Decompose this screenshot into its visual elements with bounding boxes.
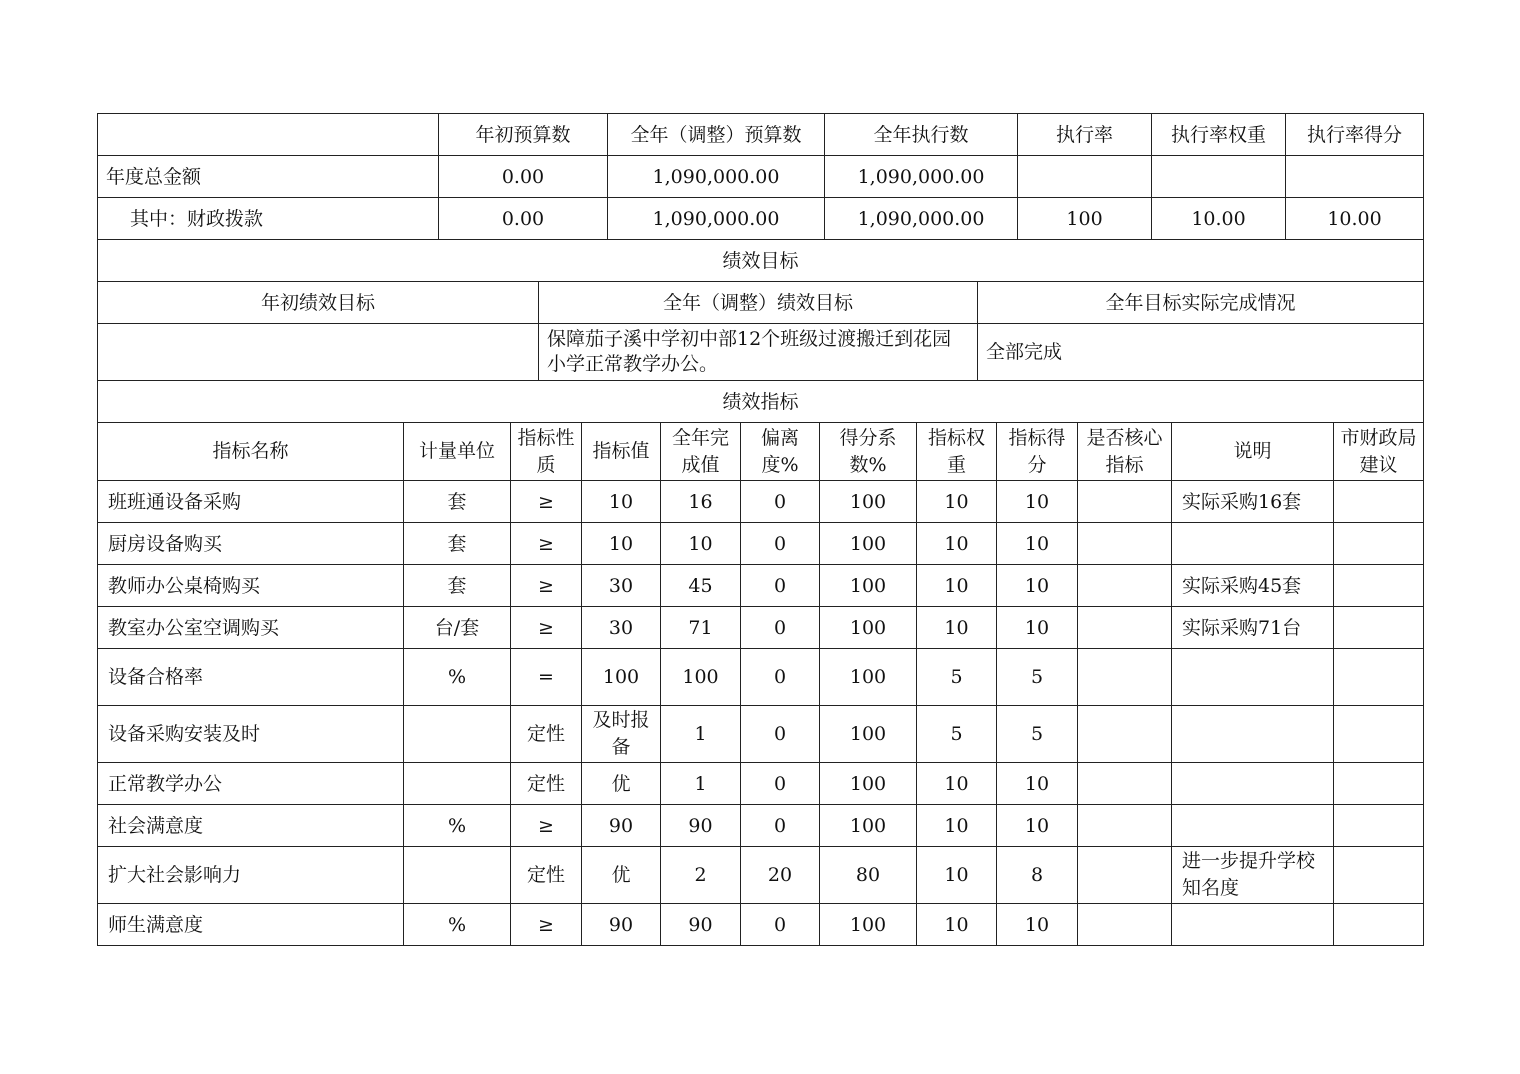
indicator-cell: 实际采购45套 [1172,565,1334,607]
indicator-cell: 10 [917,763,997,805]
indicator-cell [1172,805,1334,847]
indicator-cell: 0 [741,565,820,607]
indicator-header: 说明 [1172,423,1334,481]
indicator-cell [1334,763,1424,805]
indicator-cell: 90 [582,904,661,946]
indicator-row [98,565,1424,607]
indicator-cell: 10 [997,607,1078,649]
indicator-cell [1334,649,1424,706]
indicator-cell: 1 [661,706,741,763]
budget-header: 年初预算数 [439,114,608,156]
indicator-cell: 10 [997,805,1078,847]
indicator-cell: 45 [661,565,741,607]
indicator-cell: 定性 [511,706,582,763]
budget-goals-table [97,113,1424,381]
indicator-cell [1078,649,1172,706]
indicator-cell: 10 [917,565,997,607]
indicator-cell: 10 [997,523,1078,565]
indicator-cell [1078,607,1172,649]
indicator-cell [1172,649,1334,706]
indicator-cell [1078,805,1172,847]
indicator-cell: 0 [741,763,820,805]
indicator-name: 设备合格率 [98,649,404,706]
indicator-cell: 1 [661,763,741,805]
indicator-cell: % [404,904,511,946]
indicator-cell: 10 [917,523,997,565]
budget-cell: 1,090,000.00 [608,198,825,240]
indicator-cell [404,847,511,904]
goals-header: 全年（调整）绩效目标 [539,282,978,324]
budget-cell: 1,090,000.00 [825,156,1018,198]
indicator-cell: 台/套 [404,607,511,649]
indicator-cell: 100 [820,649,917,706]
indicators-section-row [98,381,1424,423]
indicator-cell: 10 [997,565,1078,607]
goals-row [98,324,1424,381]
indicator-cell: 定性 [511,763,582,805]
indicator-cell [1334,805,1424,847]
indicator-cell: 套 [404,565,511,607]
indicator-cell: 2 [661,847,741,904]
indicator-name: 师生满意度 [98,904,404,946]
indicator-cell: ≥ [511,805,582,847]
indicator-cell: 定性 [511,847,582,904]
indicator-row [98,481,1424,523]
indicator-cell: 80 [820,847,917,904]
budget-cell: 0.00 [439,156,608,198]
indicator-cell: 实际采购16套 [1172,481,1334,523]
indicator-cell: 5 [917,706,997,763]
indicator-cell [1078,523,1172,565]
indicator-header: 指标得分 [997,423,1078,481]
indicator-header: 全年完成值 [661,423,741,481]
indicator-cell: 10 [917,847,997,904]
budget-cell: 年度总金额 [98,156,439,198]
indicator-cell [1078,481,1172,523]
indicator-cell: 5 [997,649,1078,706]
budget-header: 执行率得分 [1286,114,1424,156]
indicator-header: 指标性质 [511,423,582,481]
budget-cell: 1,090,000.00 [825,198,1018,240]
indicator-row [98,805,1424,847]
indicator-cell: 30 [582,565,661,607]
budget-cell: 0.00 [439,198,608,240]
indicator-cell: 0 [741,706,820,763]
indicator-cell: 90 [661,904,741,946]
indicator-cell: 10 [917,481,997,523]
indicator-header: 指标权重 [917,423,997,481]
budget-row [98,156,1424,198]
indicator-cell: 10 [997,904,1078,946]
indicator-name: 正常教学办公 [98,763,404,805]
indicator-header: 计量单位 [404,423,511,481]
budget-header-row [98,114,1424,156]
indicator-cell: 0 [741,649,820,706]
indicator-header: 偏离度% [741,423,820,481]
indicator-cell: 10 [582,481,661,523]
indicator-cell: 优 [582,847,661,904]
indicator-cell: 16 [661,481,741,523]
indicator-cell: 100 [820,706,917,763]
indicator-cell [1078,706,1172,763]
indicator-cell: 100 [820,607,917,649]
budget-header: 全年执行数 [825,114,1018,156]
indicator-cell: 优 [582,763,661,805]
indicators-table [97,380,1424,946]
indicator-cell: 100 [820,763,917,805]
budget-cell [1152,156,1286,198]
indicator-cell: 0 [741,607,820,649]
indicator-cell: 套 [404,481,511,523]
indicator-header: 市财政局建议 [1334,423,1424,481]
indicator-cell: 及时报备 [582,706,661,763]
goals-header: 全年目标实际完成情况 [978,282,1424,324]
indicator-cell [1334,607,1424,649]
indicator-cell: 100 [820,565,917,607]
indicator-header: 指标值 [582,423,661,481]
goals-adjusted: 保障茄子溪中学初中部12个班级过渡搬迁到花园小学正常教学办公。 [539,324,978,381]
indicator-row [98,523,1424,565]
indicator-cell: 100 [820,481,917,523]
indicator-cell: 套 [404,523,511,565]
indicators-section-title: 绩效指标 [98,381,1424,423]
indicator-name: 教室办公室空调购买 [98,607,404,649]
budget-cell: 其中：财政拨款 [98,198,439,240]
indicator-cell: 5 [997,706,1078,763]
indicator-cell [1078,763,1172,805]
indicator-cell [404,706,511,763]
indicator-cell: 0 [741,805,820,847]
indicator-cell: ≥ [511,523,582,565]
indicator-cell [1334,706,1424,763]
indicator-cell: 100 [820,523,917,565]
indicator-cell: 10 [997,763,1078,805]
indicator-cell: ≥ [511,904,582,946]
indicator-row [98,706,1424,763]
indicator-cell [1172,763,1334,805]
indicator-cell [1334,847,1424,904]
goals-actual: 全部完成 [978,324,1424,381]
indicator-header: 指标名称 [98,423,404,481]
budget-cell [1018,156,1152,198]
indicator-cell: 5 [917,649,997,706]
indicator-cell: 10 [917,607,997,649]
indicator-cell: ≥ [511,565,582,607]
indicator-cell: 10 [917,805,997,847]
indicator-cell [1172,706,1334,763]
indicator-name: 社会满意度 [98,805,404,847]
indicator-cell: ≥ [511,607,582,649]
indicator-cell: 8 [997,847,1078,904]
indicator-cell: 0 [741,523,820,565]
goals-section-row [98,240,1424,282]
indicator-row [98,904,1424,946]
budget-cell: 10.00 [1286,198,1424,240]
indicator-cell [1078,847,1172,904]
indicator-cell: 0 [741,481,820,523]
indicator-cell: 10 [997,481,1078,523]
indicator-cell: 30 [582,607,661,649]
indicator-cell: % [404,805,511,847]
budget-cell: 10.00 [1152,198,1286,240]
indicator-cell [404,763,511,805]
indicator-name: 扩大社会影响力 [98,847,404,904]
indicator-cell [1078,565,1172,607]
indicator-cell [1334,523,1424,565]
budget-header: 全年（调整）预算数 [608,114,825,156]
indicator-cell: 进一步提升学校知名度 [1172,847,1334,904]
indicator-row [98,763,1424,805]
indicator-name: 厨房设备购买 [98,523,404,565]
indicator-cell: ≥ [511,481,582,523]
indicator-name: 设备采购安装及时 [98,706,404,763]
indicator-cell [1172,523,1334,565]
goals-initial [98,324,539,381]
indicator-header: 是否核心指标 [1078,423,1172,481]
indicator-cell [1334,904,1424,946]
indicator-name: 班班通设备采购 [98,481,404,523]
budget-header: 执行率 [1018,114,1152,156]
indicator-cell: 实际采购71台 [1172,607,1334,649]
budget-header: 执行率权重 [1152,114,1286,156]
goals-header-row [98,282,1424,324]
budget-cell [1286,156,1424,198]
indicator-cell: 100 [661,649,741,706]
indicator-cell [1334,481,1424,523]
indicator-cell: 90 [661,805,741,847]
indicator-cell: % [404,649,511,706]
indicator-cell: 90 [582,805,661,847]
goals-section-title: 绩效目标 [98,240,1424,282]
indicator-cell: 20 [741,847,820,904]
budget-cell: 100 [1018,198,1152,240]
indicator-cell: 10 [917,904,997,946]
indicator-name: 教师办公桌椅购买 [98,565,404,607]
indicator-cell: 100 [820,805,917,847]
indicator-row [98,847,1424,904]
budget-cell: 1,090,000.00 [608,156,825,198]
budget-header [98,114,439,156]
indicators-header-row [98,423,1424,481]
indicator-cell: 10 [661,523,741,565]
indicator-cell: 100 [582,649,661,706]
indicator-cell: 100 [820,904,917,946]
indicator-cell [1334,565,1424,607]
indicator-cell [1172,904,1334,946]
indicator-cell: 0 [741,904,820,946]
indicator-row [98,607,1424,649]
indicator-cell: 10 [582,523,661,565]
indicator-row [98,649,1424,706]
indicator-cell [1078,904,1172,946]
budget-row [98,198,1424,240]
goals-header: 年初绩效目标 [98,282,539,324]
indicator-header: 得分系数% [820,423,917,481]
indicator-cell: = [511,649,582,706]
indicator-cell: 71 [661,607,741,649]
